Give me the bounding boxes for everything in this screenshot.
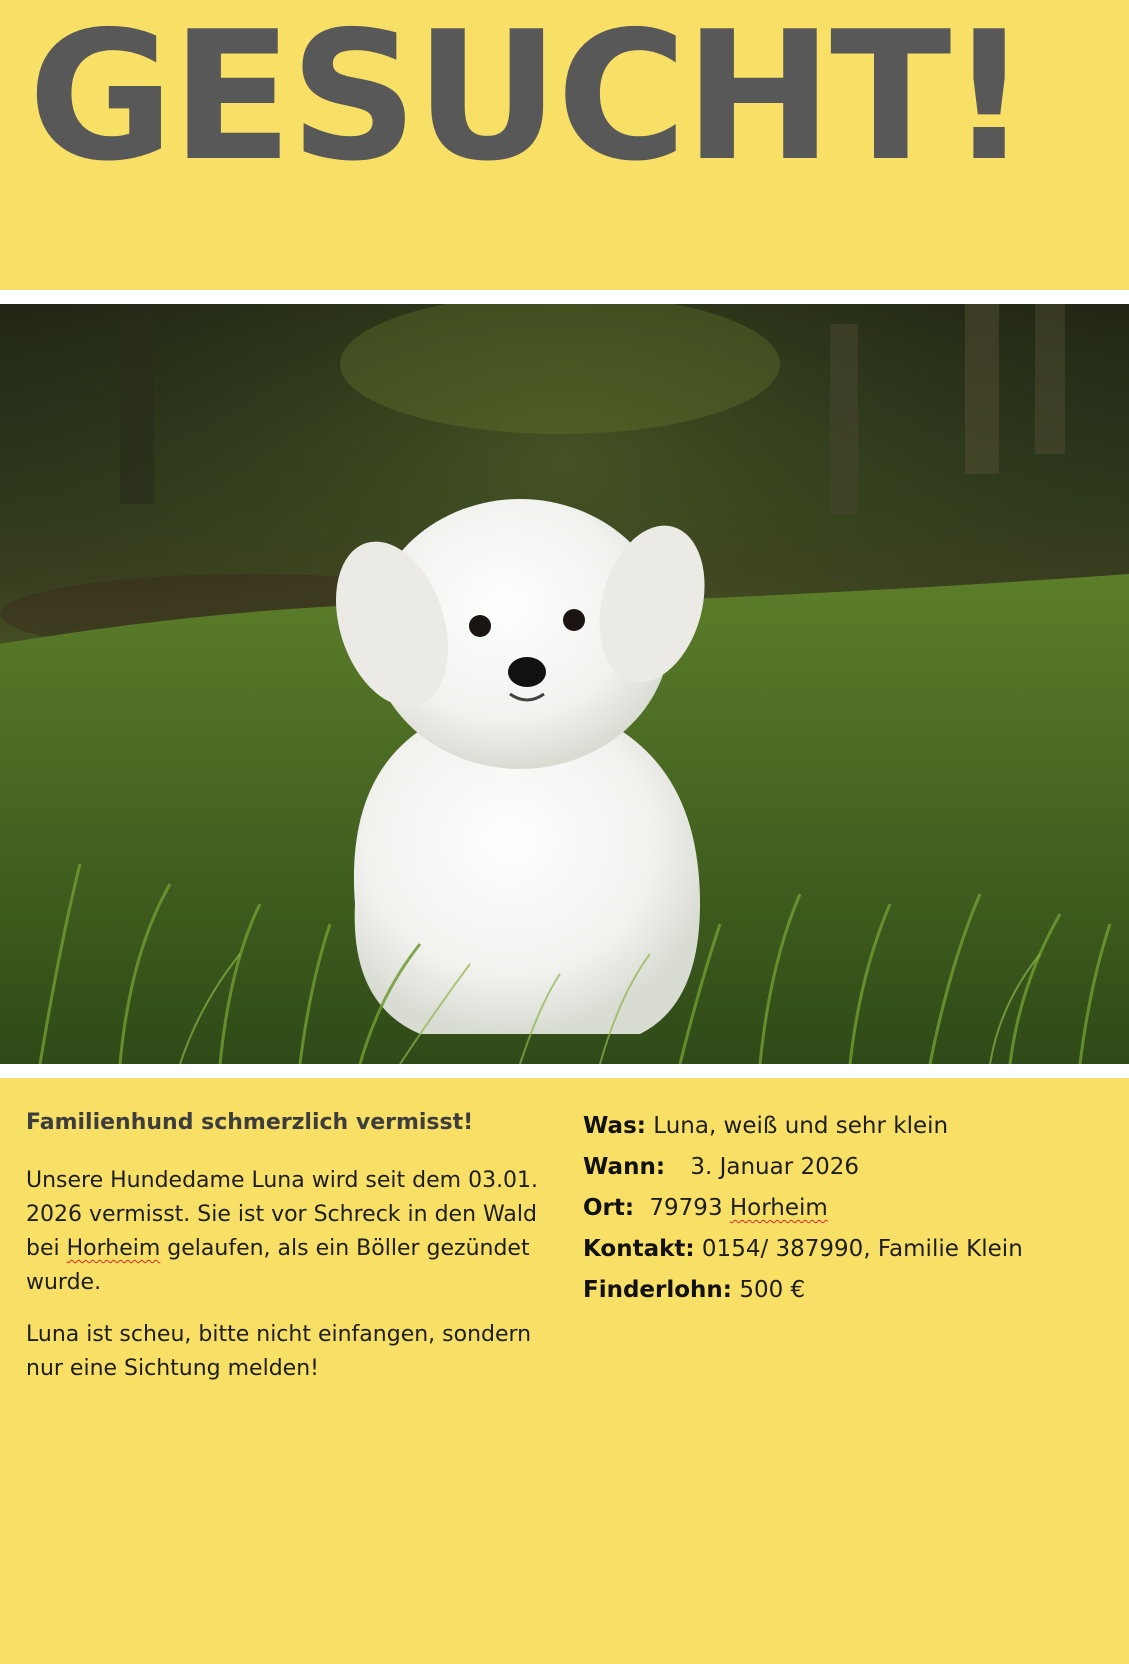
ort-zip: 79793	[649, 1195, 723, 1221]
info-row-wann	[583, 1147, 1113, 1188]
dog-photo	[0, 304, 1129, 1064]
info-row-finderlohn	[583, 1270, 1113, 1311]
dog-photo-illustration	[0, 304, 1129, 1064]
ort-label: Ort:	[583, 1195, 635, 1221]
description-subhead: Familienhund schmerzlich vermisst!	[26, 1110, 474, 1135]
spellcheck-word-horheim[interactable]: Horheim	[66, 1236, 161, 1261]
headline-title: GESUCHT!	[28, 0, 1027, 200]
description-paragraph-1	[26, 1164, 566, 1300]
info-column	[583, 1106, 1113, 1311]
info-row-ort	[583, 1188, 1113, 1229]
wann-label: Wann:	[583, 1154, 666, 1180]
was-value: Luna, weiß und sehr klein	[653, 1113, 949, 1139]
description-column	[26, 1106, 566, 1404]
paragraph-1-text-b: gelaufen, als ein Böller gezündet wurde.	[26, 1236, 530, 1295]
finderlohn-value: 500 €	[739, 1277, 806, 1303]
paragraph-1-text-a: Unsere Hundedame Luna wird seit dem 03.01. 2026 vermisst. Sie ist vor Schreck in den Wald bei	[26, 1168, 539, 1261]
headline-band	[0, 0, 1129, 290]
info-row-was	[583, 1106, 1113, 1147]
kontakt-label: Kontakt:	[583, 1236, 695, 1262]
finderlohn-label: Finderlohn:	[583, 1277, 733, 1303]
divider-top	[0, 290, 1129, 304]
description-paragraph-2: Luna ist scheu, bitte nicht einfangen, sondern nur eine Sichtung melden!	[26, 1322, 532, 1381]
spellcheck-word-ort[interactable]: Horheim	[729, 1195, 828, 1221]
wann-value: 3. Januar 2026	[690, 1154, 860, 1180]
kontakt-value: 0154/ 387990, Familie Klein	[701, 1236, 1023, 1262]
divider-bottom	[0, 1064, 1129, 1078]
was-label: Was:	[583, 1113, 646, 1139]
info-row-kontakt	[583, 1229, 1113, 1270]
